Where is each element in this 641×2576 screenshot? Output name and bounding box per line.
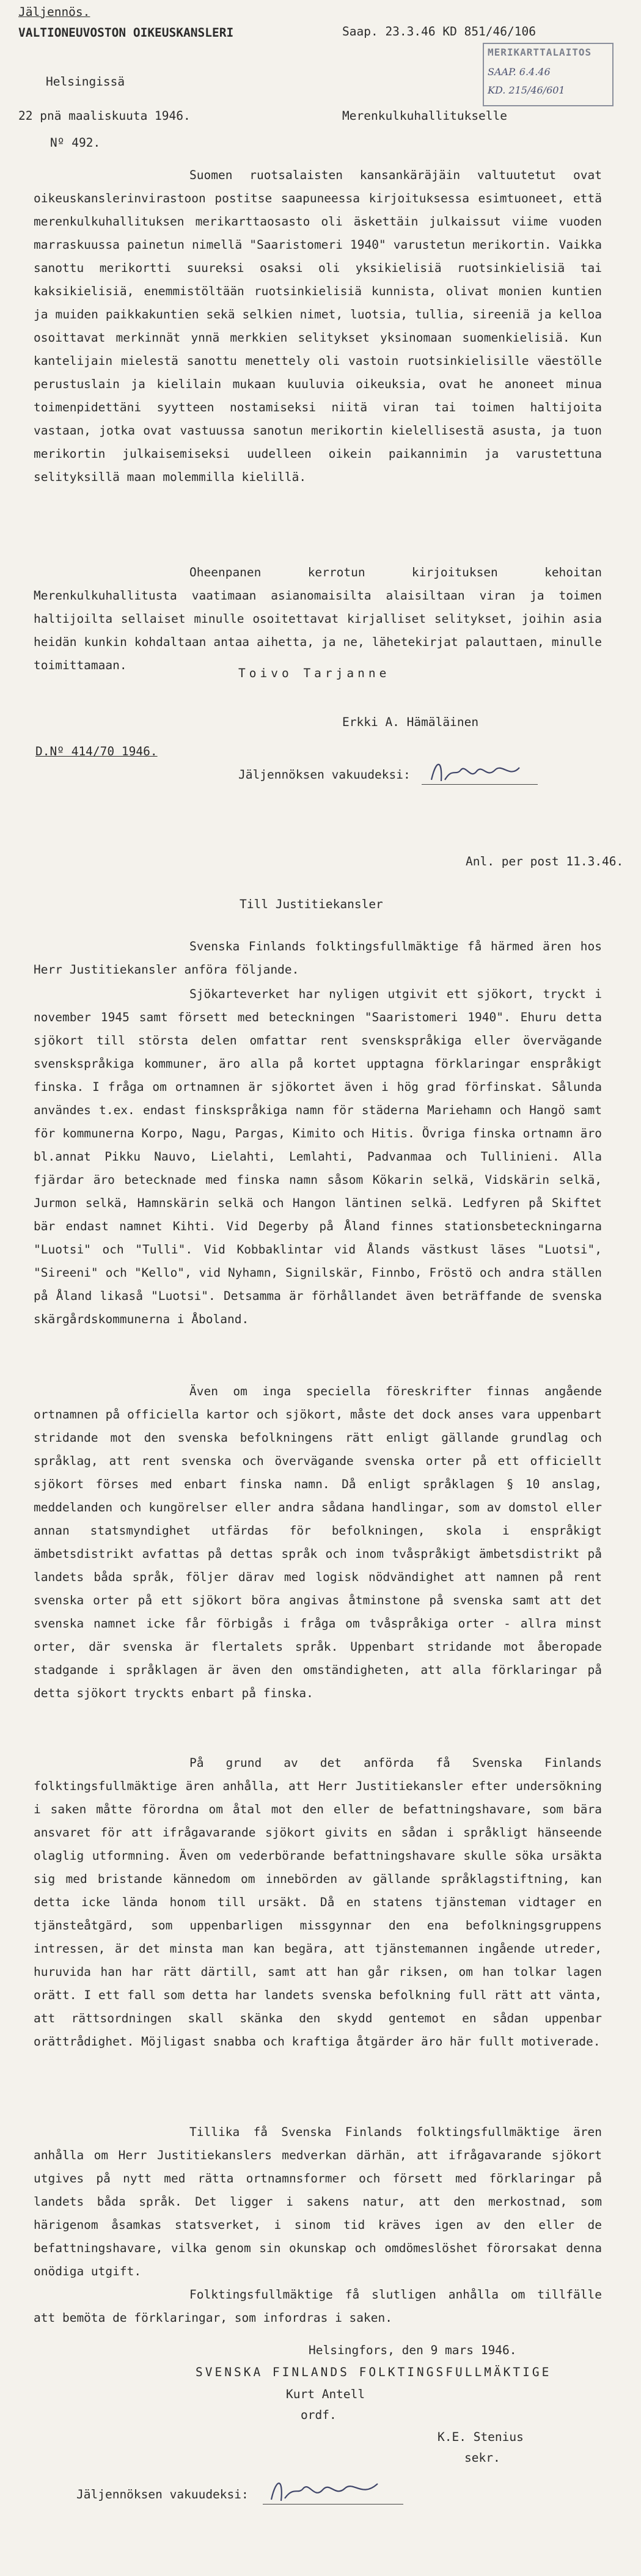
- signatory-name: Toivo Tarjanne: [238, 666, 390, 680]
- chair-title: ordf.: [301, 2408, 337, 2422]
- stamp-title: MERIKARTTALAITOS: [488, 46, 592, 58]
- swedish-paragraph-6: Folktingsfullmäktige få slutligen anhålla om tillfälle att bemöta de förklaringar, som infordras i saken.: [34, 2288, 602, 2325]
- organization-name: SVENSKA FINLANDS FOLKTINGSFULLMÄKTIGE: [196, 2365, 552, 2379]
- stamp-line-2: KD. 215/46/601: [488, 84, 565, 96]
- recipient: Merenkulkuhallitukselle: [342, 109, 508, 123]
- certified-label-1: Jäljennöksen vakuudeksi:: [238, 768, 411, 782]
- finnish-paragraph-2: Oheenpanen kerrotun kirjoituksen kehoitan Merenkulkuhallitusta vaatimaan asianomaisilta alaisiltaan viran ja toimen haltijoilta sellaiset minulle osoitettavat kirjalliset selitykset, joihin asia heidän kunkin kohdaltaan antaa aihetta, ja ne, lähetekirjat palauttaen, minulle toimittamaan.: [34, 565, 602, 672]
- letter-date: 22 pnä maaliskuuta 1946.: [18, 109, 191, 123]
- received-stamp: [483, 43, 614, 106]
- office-name: VALTIONEUVOSTON OIKEUSKANSLERI: [18, 26, 234, 40]
- certified-label-2: Jäljennöksen vakuudeksi:: [76, 2487, 249, 2501]
- addressee: Till Justitiekansler: [240, 897, 383, 911]
- secretary-name: K.E. Stenius: [438, 2430, 524, 2444]
- place-date: Helsingfors, den 9 mars 1946.: [309, 2343, 517, 2357]
- swedish-paragraph-2: Sjökarteverket har nyligen utgivit ett sjökort, tryckt i november 1945 samt försett med beteckningen "Saaristomeri 1940". Ehuru detta sjökort till största delen omfattar rent svenskspråkiga eller övervägande svenskspråkiga kommuner, äro alla på kortet upptagna förklaringar enspråkigt finska. I fråga om ortnamnen är sjökortet även i hög grad förfinskat. Sålunda användes t.ex. endast finskspråkiga namn för städerna Mariehamn och Hangö samt för kommunerna Korpo, Nagu, Pargas, Kimito och Hitis. Övriga finska ortnamn äro bl.annat Pikku Nauvo, Lielahti, Lemlahti, Padvanmaa och Tullinieni. Alla fjärdar äro betecknade med finska namn såsom Kökarin selkä, Vidskärin selkä, Jurmon selkä, Hamnskärin selkä och Hangon läntinen selkä. Ledfyren på Skiftet bär endast namnet Kihti. Vid Degerby på Åland finnes stationsbeteckningarna "Luotsi" och "Tulli". Vid Kobbaklintar vid Ålands västkust läses "Luotsi", "Sireeni" och "Kello", vid Nyhamn, Signilskär, Finnbo, Fröstö och andra ställen på Åland likaså "Luotsi". Detsamma är förhållandet även beträffande de svenska skärgårdskommunerna i Åboland.: [34, 987, 602, 1326]
- received-note: Saap. 23.3.46 KD 851/46/106: [342, 24, 536, 39]
- stamp-line-1: SAAP. 6.4.46: [488, 66, 551, 78]
- reference-number: D.Nº 414/70 1946.: [35, 744, 158, 758]
- handwritten-signature-1: [428, 755, 532, 790]
- secretary-title: sekr.: [464, 2451, 500, 2465]
- city: Helsingissä: [46, 75, 125, 89]
- chair-name: Kurt Antell: [286, 2387, 365, 2401]
- finnish-paragraph-1: Suomen ruotsalaisten kansankäräjäin valtuutetut ovat oikeuskanslerinvirastoon postitse saapuneessa kirjoituksessa esimtuoneet, että merenkulkuhallituksen merikarttaosasto oli äskettäin julkaissut viime vuoden marraskuussa painetun nimellä "Saaristomeri 1940" varustetun merikortin. Vaikka sanottu merikortti suureksi osaksi oli yksikielisiä ruotsinkielisiä tai kaksikielisiä, enemmistöltään ruotsinkielisiä kunnista, olivat monien kuntien ja muiden paikkakuntien sekä selkien nimet, luotsia, tullia, sireeniä ja kelloa osoittavat merkinnät ynnä merkkien selitykset yksinomaan suomenkielisiä. Kun kantelijain mielestä sanottu menettely oli vastoin ruotsinkielisille väestölle perustuslain ja kielilain mukaan kuuluvia oikeuksia, ovat he anoneet minua toimenpidettäni syytteen nostamiseksi niitä viran tai toimen haltijoita vastaan, jotka ovat vastuussa sanotun merikortin kielellisestä asusta, ja tuon merikortin julkaisemiseksi uudelleen oikein paikannimin ja varustettuna selityksillä maan molemmilla kielillä.: [34, 168, 602, 484]
- swedish-paragraph-5: Tillika få Svenska Finlands folktingsfullmäktige ären anhålla om Herr Justitiekanslers medverkan därhän, att ifrågavarande sjökort utgives på nytt med rätta ortnamnsformer och försett med förklaringar på landets båda språk. Det ligger i sakens natur, att den merkostnad, som härigenom åsamkas statsverket, i sinom tid kräves igen av den eller de befattningshavare, vilka genom sin okunskap och omdömeslöshet förorsakat denna onödiga utgift.: [34, 2125, 602, 2278]
- swedish-paragraph-3: Även om inga speciella föreskrifter finnas angående ortnamnen på officiella kartor och sjökort, måste det dock anses vara uppenbart stridande mot den svenska befolkningens rätt enligt gällande grundlag och språklag, att rent svenska och övervägande svenska orter på ett officiellt sjökort förses med enbart finska namn. Då enligt språklagen § 10 anslag, meddelanden och kungörelser eller andra sådana handlingar, som av domstol eller annan statsmyndighet utfärdas för befolkningen, skola i enspråkigt ämbetsdistrikt avfattas på dettas språk och inom tvåspråkigt ämbetsdistrikt på landets båda språk, följer därav med logisk nödvändighet att namnen på rent svenska orter på ett sjökort böra angivas åtminstone på svenska samt att det svenska namnet icke får förbigås i fråga om tvåspråkiga orter - allra minst orter, där svenska är flertalets språk. Uppenbart stridande mot åberopade stadgande i språklagen är även den omständigheten, att alla förklaringar på detta sjökort tryckts enbart på finska.: [34, 1384, 602, 1700]
- copy-mark: Jäljennös.: [18, 5, 90, 19]
- swedish-paragraph-4: På grund av det anförda få Svenska Finlands folktingsfullmäktige ären anhålla, att Herr Justitiekansler efter undersökning i saken måtte förordna om åtal mot den eller de befattningshavare, som bära ansvaret för att ifrågavarande sjökort givits en sådan i språkligt hänseende olaglig utformning. Även om vederbörande befattningshavare skulle söka ursäkta sig med bristande kännedom om innebörden av gällande språklagstiftning, kan detta icke lända honom till ursäkt. Då en statens tjänsteman vidtager en tjänsteåtgärd, som uppenbarligen missgynnar den ena befolkningsgruppens intressen, är det minsta man kan begära, att tjänstemannen ingående utreder, huruvida han har rätt därtill, samt att han går riksen, om han tolkar lagen orätt. I ett fall som detta har landets svenska befolkning full rätt att vänta, att rättsordningen skall skänka den skydd gentemot en sådan uppenbar orättrådighet. Möjligast snabba och kraftiga åtgärder äro här fullt motiverade.: [34, 1756, 602, 2049]
- swedish-paragraph-1: Svenska Finlands folktingsfullmäktige få härmed ären hos Herr Justitiekansler anföra följande.: [34, 939, 602, 977]
- handwritten-signature-2: [266, 2473, 389, 2509]
- letter-number: Nº 492.: [50, 136, 101, 150]
- cosigner-name: Erkki A. Hämäläinen: [342, 715, 479, 729]
- delivery-note: Anl. per post 11.3.46.: [466, 854, 624, 868]
